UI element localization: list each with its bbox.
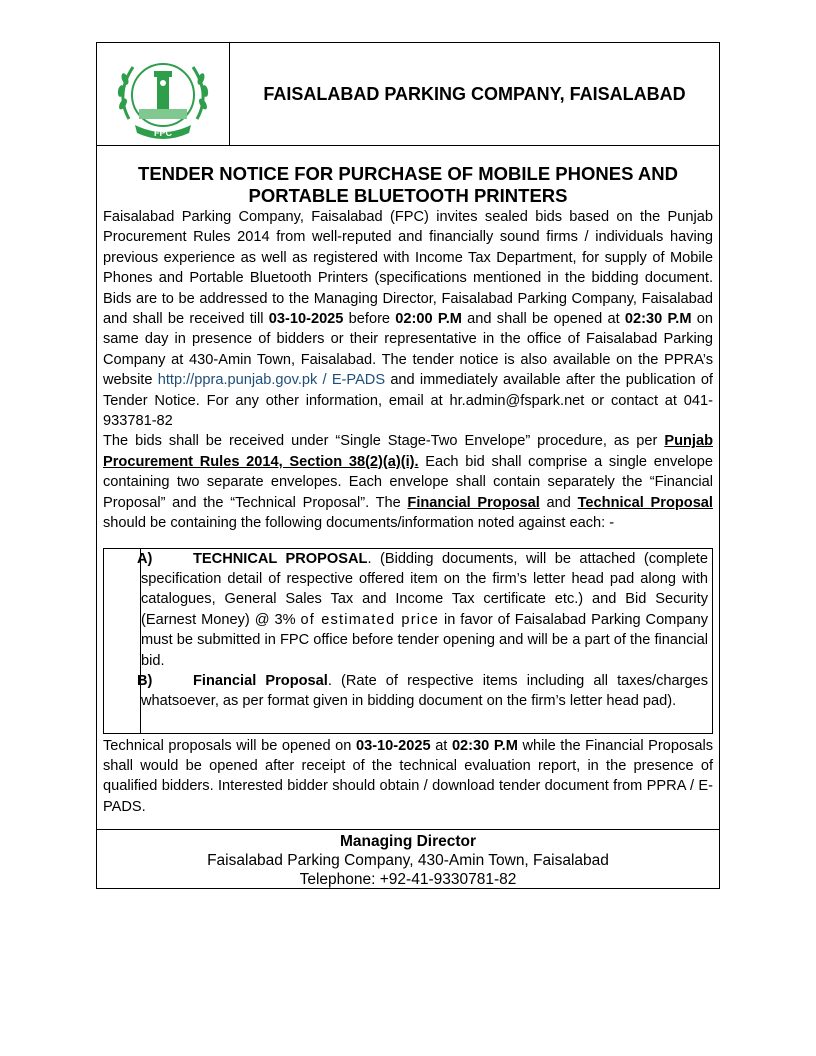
address: Faisalabad Parking Company, 430-Amin Town, Faisalabad (207, 852, 609, 870)
fpc-emblem-icon (111, 49, 215, 139)
opening-date: 03-10-2025 (355, 737, 431, 754)
text: at (430, 737, 452, 754)
text: Faisalabad Parking Company, Faisalabad (FPC) invites sealed bids based on the Punjab Procurement Rules 2014 from well-reputed and financially sound firms / individuals having previous experience as well as registered with Income Tax Department, for supply of Mobile Phones and Portable Bluetooth Printers (specifications mentioned in the bidding document. Bids are to be addressed to the Managing Director, Faisalabad Parking Company, Faisalabad and shall be received till (103, 209, 713, 328)
text: and (539, 494, 578, 511)
invitation-paragraph (97, 207, 719, 431)
text: should be containing the following documents/information noted against each: - (103, 515, 615, 532)
text: before (343, 311, 396, 328)
proposal-requirements-table (103, 548, 713, 734)
telephone: Telephone: +92-41-9330781-82 (299, 871, 517, 889)
title-line-2: PORTABLE BLUETOOTH PRINTERS (248, 185, 568, 206)
text: in favor of Faisalabad Parking Company must be submitted in FPC office before tender opening and will be a part of the financial bid. (141, 611, 708, 669)
submission-date: 03-10-2025 (268, 311, 344, 328)
opening-paragraph (97, 736, 719, 818)
text: The bids shall be received under “Single Stage-Two Envelope” procedure, as per (103, 433, 665, 450)
text: on same day in presence of bidders or their representative in the office of Faisalabad Parking Company at 430-Amin Town, Faisalabad. The tender notice is also available on the PPRA’s website (103, 311, 713, 389)
designation: Managing Director (339, 833, 477, 851)
text: and immediately available after the publication of Tender Notice. For any other information, email at hr.admin@fspark.net or contact at 041-933781-82 (103, 372, 713, 430)
title-line-1: TENDER NOTICE FOR PURCHASE OF MOBILE PHONES AND (138, 163, 678, 184)
text: Each bid shall comprise a single envelope containing two separate envelopes. Each envelope shall contain separately the “Financial Proposal” and the “Technical Proposal”. The (103, 453, 713, 511)
procurement-rule: Punjab Procurement Rules 2014, Section 38(2)(a)(i). (103, 433, 713, 470)
svg-text:FPC: FPC (154, 128, 172, 138)
text: of estimated price (300, 611, 440, 628)
item-heading: TECHNICAL PROPOSAL (193, 550, 368, 567)
opening-time: 02:30 P.M (624, 311, 692, 328)
item-label: A) (137, 550, 153, 567)
text: Technical proposals will be opened on (103, 737, 356, 754)
fpc-logo (97, 43, 230, 145)
signature-block (97, 829, 719, 888)
financial-proposal-item (137, 671, 708, 712)
ppra-website-link[interactable]: http://ppra.punjab.gov.pk / E-PADS (157, 372, 386, 389)
table-margin-column (104, 549, 141, 733)
letterhead (97, 43, 719, 146)
submission-time: 02:00 P.M (395, 311, 462, 328)
text: . (Bidding documents, will be attached (complete specification detail of respective offered item on the firm’s letter head pad along with catalogues, General Sales Tax and Income Tax certificate etc.) and Bid Security (Earnest Money) @ 3% (141, 550, 708, 628)
text: . (Rate of respective items including all taxes/charges whatsoever, as per format given in bidding document on the firm’s letter head pad). (141, 672, 708, 710)
table-content-column (137, 549, 712, 733)
notice-title (97, 163, 719, 207)
item-label: B) (137, 672, 153, 689)
item-heading: Financial Proposal (193, 672, 328, 689)
opening-time: 02:30 P.M (451, 737, 518, 754)
text: while the Financial Proposals shall would be opened after receipt of the technical evaluation report, in the presence of qualified bidders. Interested bidder should obtain / download tender document from PPRA / E-PADS. (103, 737, 714, 815)
company-name: FAISALABAD PARKING COMPANY, FAISALABAD (263, 83, 686, 104)
text: and shall be opened at (461, 311, 625, 328)
tender-notice-document (96, 42, 720, 889)
procedure-paragraph (97, 431, 719, 533)
technical-proposal-term: Technical Proposal (577, 494, 713, 511)
technical-proposal-item (137, 549, 708, 671)
financial-proposal-term: Financial Proposal (407, 494, 540, 511)
